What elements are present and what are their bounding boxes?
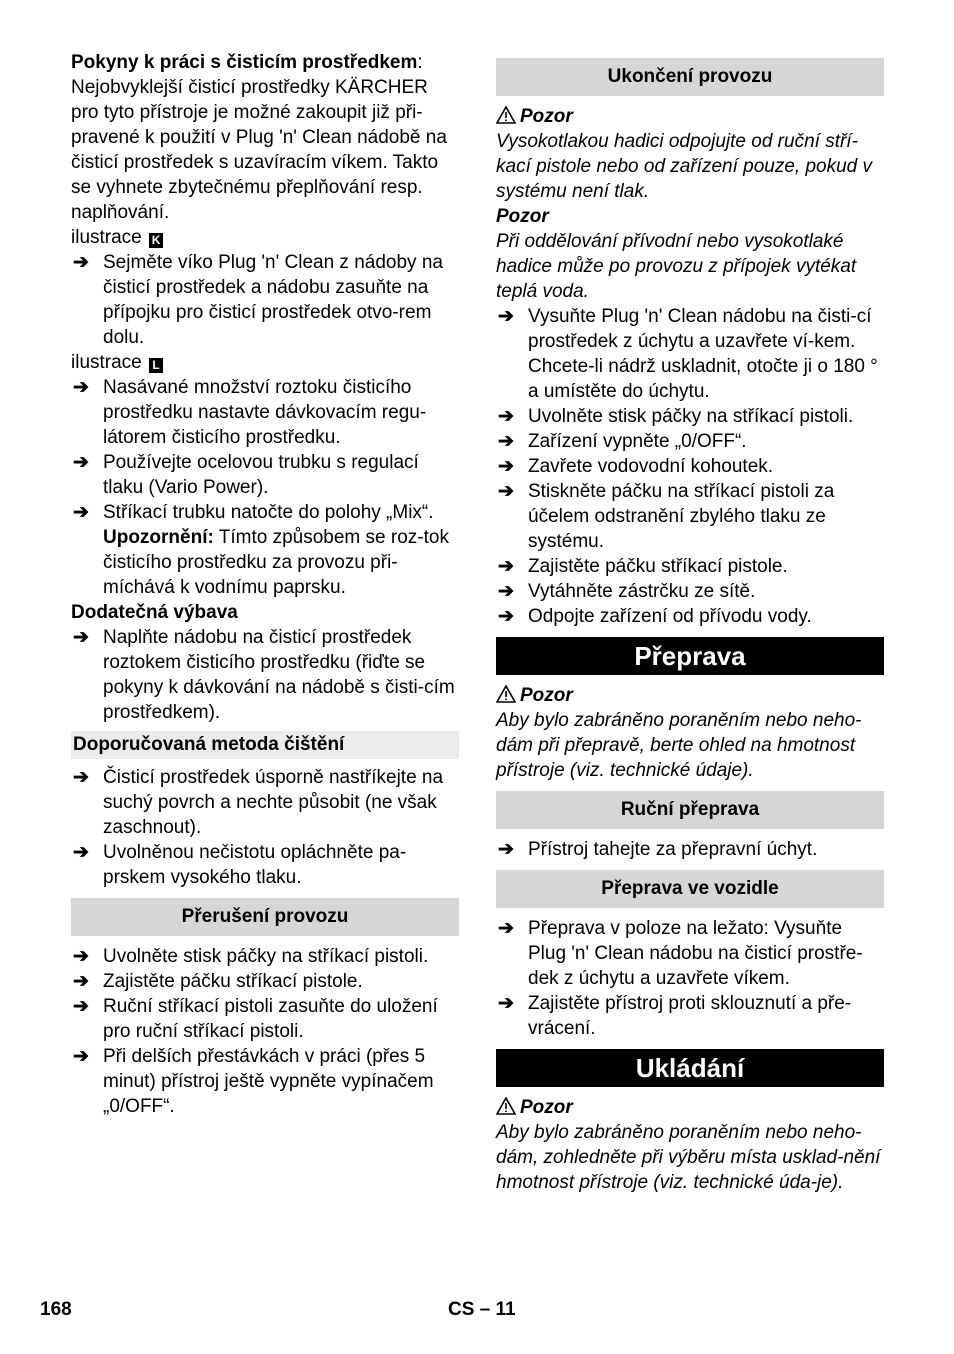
warning-triangle-icon [496, 685, 516, 703]
illustration-k-letter: K [149, 233, 163, 248]
arrow-icon: ➔ [73, 377, 89, 398]
arrow-icon: ➔ [498, 993, 514, 1014]
arrow-icon: ➔ [73, 452, 89, 473]
list-item: ➔ Vysuňte Plug 'n' Clean nádobu na čisti-cí prostředek z úchytu a uzavřete ví-kem. Chcete-li nádrž uskladnit, otočte ji o 180 ° a umístěte do úchytu. [498, 306, 878, 402]
arrow-icon: ➔ [73, 946, 89, 967]
intro-paragraph: Pokyny k práci s čisticím prostředkem: Nejobvyklejší čisticí prostředky KÄRCHER pro tyto přístroje je možné zakoupit již při-pravené k použití v Plug 'n' Clean nádobě na čisticí prostředek s uzavíracím víkem. Takto se vyhnete zbytečnému přeplňování resp. naplňování. [71, 52, 447, 223]
arrow-icon: ➔ [73, 1046, 89, 1067]
arrow-icon: ➔ [498, 431, 514, 452]
arrow-icon: ➔ [73, 502, 89, 523]
arrow-icon: ➔ [498, 606, 514, 627]
arrow-icon: ➔ [498, 581, 514, 602]
list-item: ➔ Přeprava v poloze na ležato: Vysuňte Plug 'n' Clean nádobu na čisticí prostře-dek z úchytu a uzavřete víkem. [498, 918, 863, 989]
list-item: ➔ Zařízení vypněte „0/OFF“. [498, 431, 747, 452]
list-item: ➔ Přístroj tahejte za přepravní úchyt. [498, 839, 818, 860]
arrow-icon: ➔ [498, 306, 514, 327]
interrupt-heading: Přerušení provozu [71, 898, 459, 936]
illustration-k: ilustrace K [71, 225, 459, 250]
arrow-icon: ➔ [498, 839, 514, 860]
warning-triangle-icon [496, 1097, 516, 1115]
list-item: ➔ Nasávané množství roztoku čisticího prostředku nastavte dávkovacím regu-látorem čisticího prostředku. [73, 377, 427, 448]
transport-heading: Přeprava [496, 637, 884, 675]
list-item: ➔ Naplňte nádobu na čisticí prostředek roztokem čisticího prostředku (řiďte se pokyny k dávkování na nádobě s čisti-cím prostředkem). [73, 627, 455, 723]
arrow-icon: ➔ [73, 767, 89, 788]
accessory-heading: Dodatečná výbava [71, 602, 238, 623]
intro-text: Nejobvyklejší čisticí prostředky KÄRCHER pro tyto přístroje je možné zakoupit již při-pravené k použití v Plug 'n' Clean nádobě na čisticí prostředek s uzavíracím víkem. Takto se vyhnete zbytečnému přeplňování resp. naplňování. [71, 77, 447, 223]
end-heading: Ukončení provozu [496, 58, 884, 96]
list-item: ➔ Používejte ocelovou trubku s regulací tlaku (Vario Power). [73, 452, 419, 498]
list-item: ➔ Stiskněte páčku na stříkací pistoli za účelem odstranění zbylého tlaku ze systému. [498, 481, 835, 552]
arrow-icon: ➔ [498, 918, 514, 939]
warning-text: Při oddělování přívodní nebo vysokotlaké hadice může po provozu z přípojek vytékat teplá voda. [496, 231, 857, 302]
note-label: Upozornění: [103, 527, 214, 548]
warning-label: Pozor [496, 1095, 884, 1120]
list-item: ➔ Uvolněnou nečistotu opláchněte pa-prskem vysokého tlaku. [73, 842, 407, 888]
arrow-icon: ➔ [73, 252, 89, 273]
arrow-icon: ➔ [498, 481, 514, 502]
warning-label: Pozor [496, 104, 884, 129]
arrow-icon: ➔ [73, 842, 89, 863]
left-column [71, 50, 459, 1119]
illustration-l: ilustrace L [71, 350, 459, 375]
warning-label: Pozor [496, 206, 549, 227]
list-item: ➔ Čisticí prostředek úsporně nastříkejte na suchý povrch a nechte působit (ne však zaschnout). [73, 767, 444, 838]
arrow-icon: ➔ [73, 627, 89, 648]
list-item: ➔ Vytáhněte zástrčku ze sítě. [498, 581, 756, 602]
method-heading: Doporučovaná metoda čištění [71, 731, 459, 759]
list-item: ➔ Sejměte víko Plug 'n' Clean z nádoby na čisticí prostředek a nádobu zasuňte na přípojku pro čisticí prostředek otvo-rem dolu. [73, 252, 443, 348]
arrow-icon: ➔ [498, 556, 514, 577]
warning-label: Pozor [496, 683, 884, 708]
list-item: ➔ Zavřete vodovodní kohoutek. [498, 456, 774, 477]
warning-text: Vysokotlakou hadici odpojujte od ruční stří-kací pistole nebo od zařízení pouze, pokud v systému není tlak. [496, 131, 873, 202]
section-label: CS – 11 [448, 1299, 516, 1320]
list-item: ➔ Odpojte zařízení od přívodu vody. [498, 606, 812, 627]
warning-triangle-icon [496, 106, 516, 124]
list-item: ➔ Zajistěte páčku stříkací pistole. [498, 556, 788, 577]
list-item: ➔ Zajistěte přístroj proti sklouznutí a pře-vrácení. [498, 993, 852, 1039]
list-item: ➔ Uvolněte stisk páčky na stříkací pistoli. [73, 946, 429, 967]
list-item: ➔ Při delších přestávkách v práci (přes 5 minut) přístroj ještě vypněte vypínačem „0/OFF“. [73, 1046, 434, 1117]
arrow-icon: ➔ [73, 971, 89, 992]
illustration-l-letter: L [149, 358, 163, 373]
arrow-icon: ➔ [498, 406, 514, 427]
warning-text: Aby bylo zabráněno poraněním nebo neho-dám, zohledněte při výběru místa usklad-nění hmotnost přístroje (viz. technické úda-je). [496, 1122, 881, 1193]
intro-heading: Pokyny k práci s čisticím prostředkem [71, 52, 418, 73]
list-item: ➔ Zajistěte páčku stříkací pistole. [73, 971, 363, 992]
list-item: ➔ Uvolněte stisk páčky na stříkací pistoli. [498, 406, 854, 427]
right-column [496, 50, 884, 1195]
storage-heading: Ukládání [496, 1049, 884, 1087]
arrow-icon: ➔ [73, 996, 89, 1017]
warning-text: Aby bylo zabráněno poraněním nebo neho-dám při přepravě, berte ohled na hmotnost přístroje (viz. technické údaje). [496, 710, 862, 781]
vehicle-transport-heading: Přeprava ve vozidle [496, 870, 884, 908]
page-number: 168 [40, 1299, 72, 1320]
manual-transport-heading: Ruční přeprava [496, 791, 884, 829]
list-item: ➔ Ruční stříkací pistoli zasuňte do uložení pro ruční stříkací pistoli. [73, 996, 438, 1042]
arrow-icon: ➔ [498, 456, 514, 477]
list-item: ➔ Stříkací trubku natočte do polohy „Mix“. Upozornění: Tímto způsobem se roz-tok čisticího prostředku za provozu při-míchává k vodnímu paprsku. [73, 502, 449, 598]
